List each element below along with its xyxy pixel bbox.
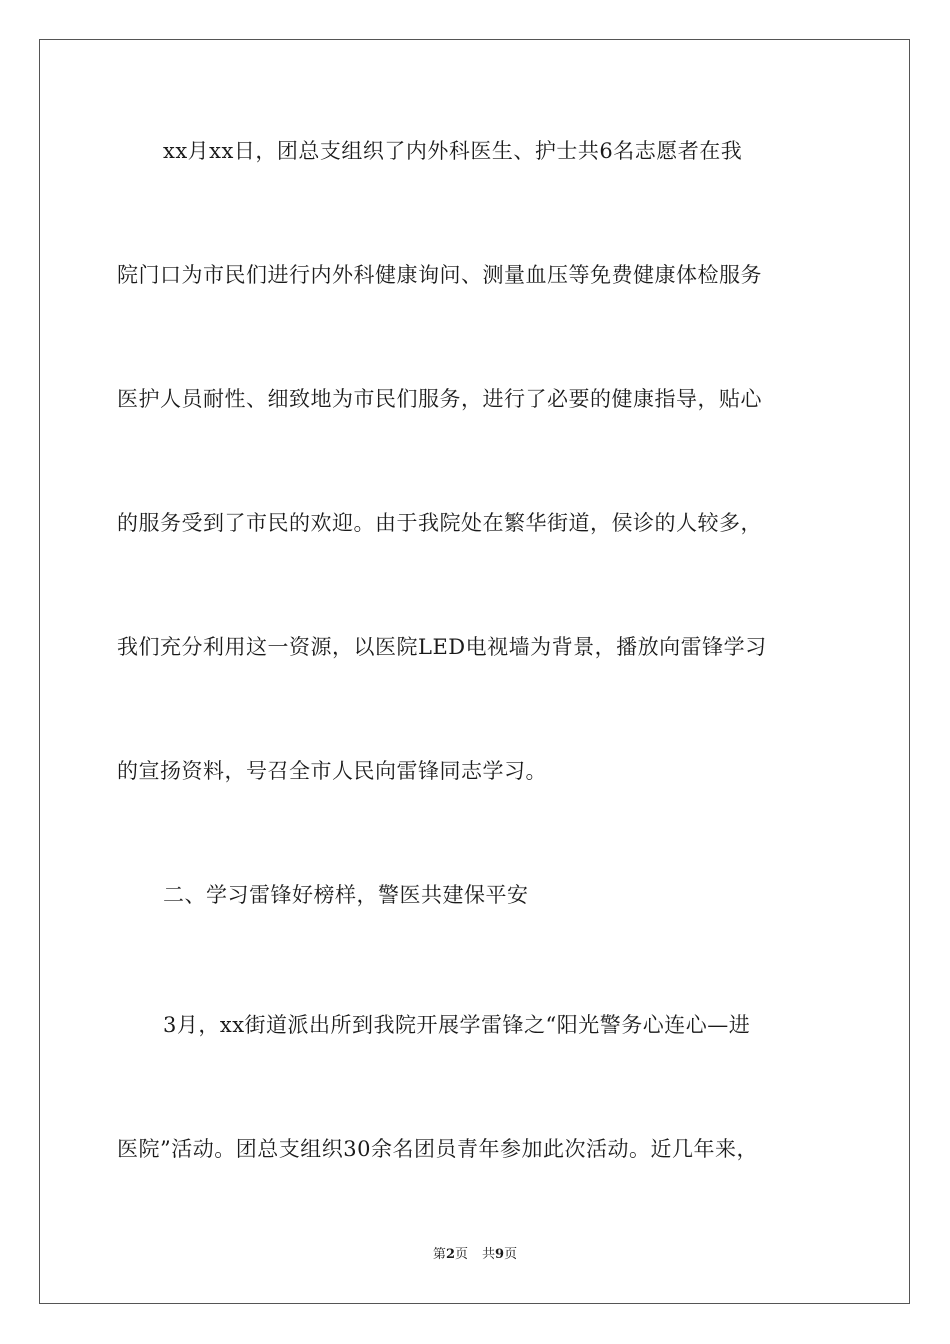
paragraph-line: xx月xx日，团总支组织了内外科医生、护士共6名志愿者在我	[163, 139, 743, 163]
page-frame	[39, 39, 910, 1304]
total-suffix: 页	[504, 1247, 518, 1262]
total-page-count: 9	[495, 1247, 505, 1262]
paragraph-line: 的服务受到了市民的欢迎。由于我院处在繁华街道，侯诊的人较多，	[117, 511, 762, 535]
paragraph-line: 院门口为市民们进行内外科健康询问、测量血压等免费健康体检服务	[117, 263, 762, 287]
current-page-number: 2	[445, 1247, 455, 1262]
page-prefix: 第	[432, 1247, 446, 1262]
page-suffix: 页	[454, 1247, 468, 1262]
paragraph-line: 的宣扬资料，号召全市人民向雷锋同志学习。	[117, 759, 547, 783]
paragraph-line: 医院”活动。团总支组织30余名团员青年参加此次活动。近几年来，	[117, 1137, 758, 1161]
paragraph-line: 医护人员耐性、细致地为市民们服务，进行了必要的健康指导，贴心	[117, 387, 762, 411]
paragraph-line: 3月，xx街道派出所到我院开展学雷锋之“阳光警务心连心—进	[163, 1013, 751, 1037]
section-heading: 二、学习雷锋好榜样，警医共建保平安	[163, 883, 529, 907]
total-prefix: 共	[482, 1247, 496, 1262]
page-footer	[0, 1246, 950, 1264]
paragraph-line: 我们充分利用这一资源，以医院LED电视墙为背景，播放向雷锋学习	[117, 635, 767, 659]
